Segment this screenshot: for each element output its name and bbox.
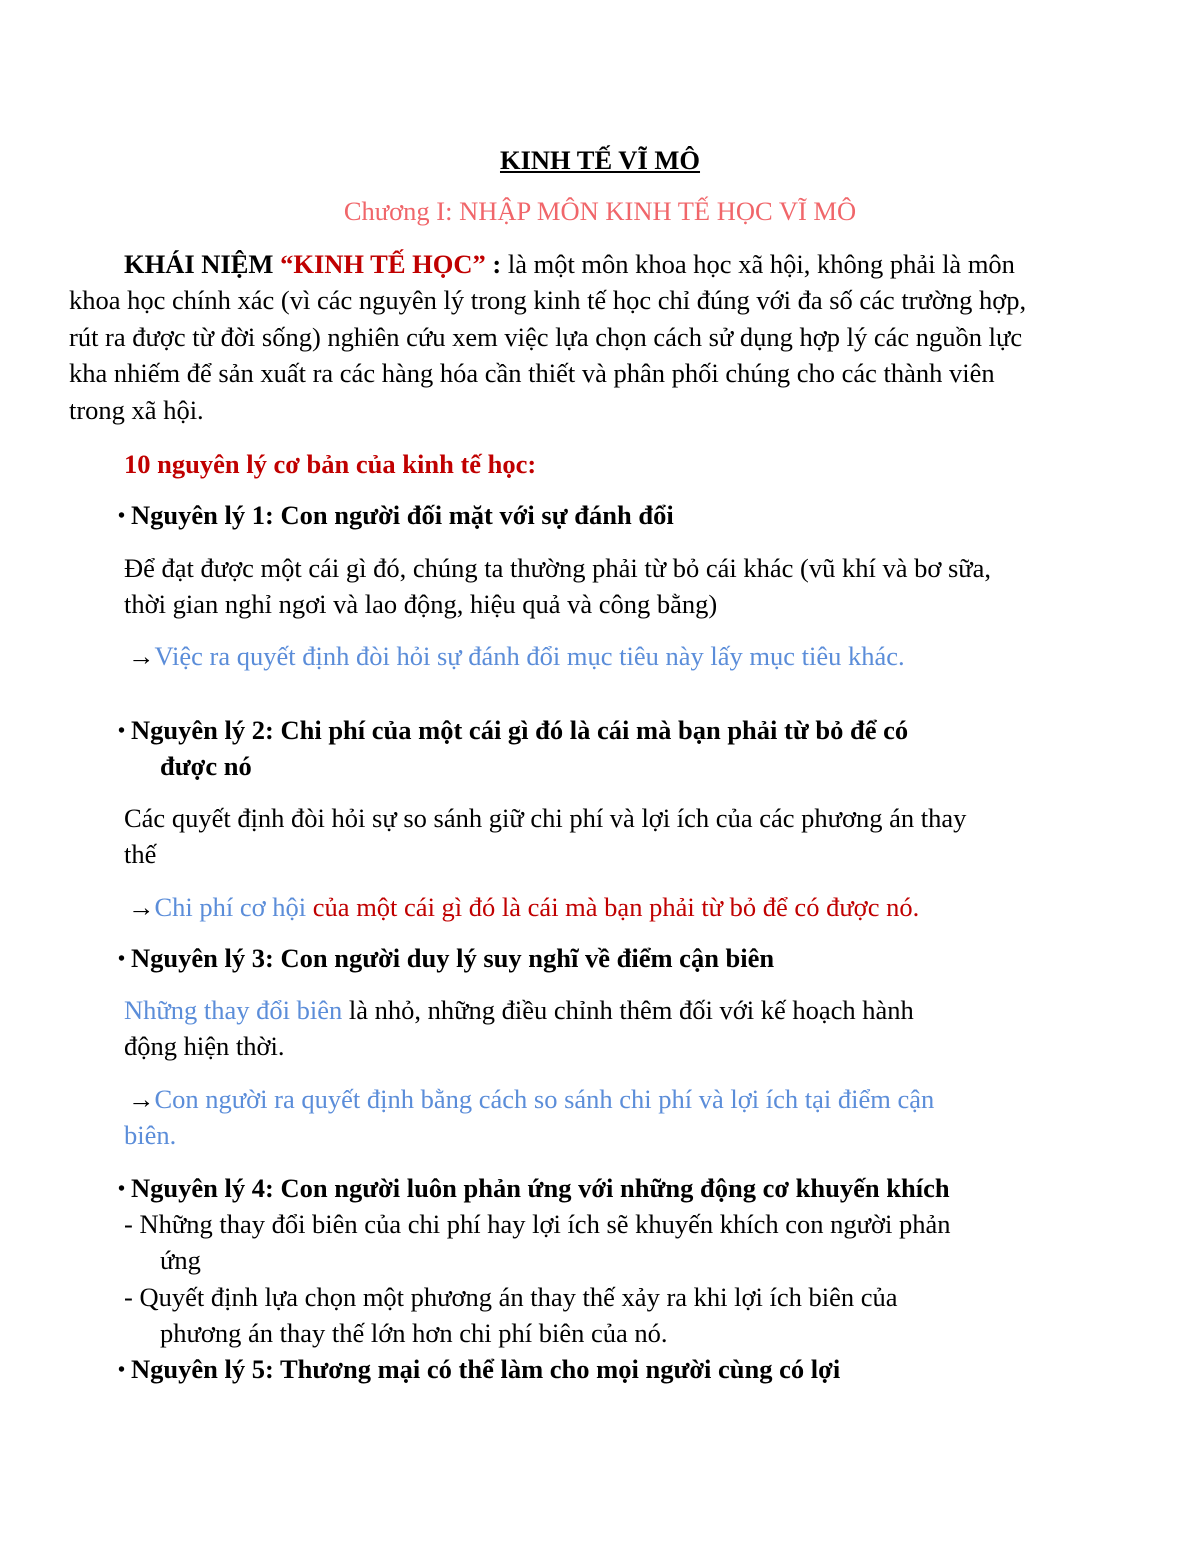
- definition-term: “KINH TẾ HỌC”: [280, 249, 486, 279]
- bullet-icon: •: [118, 505, 126, 527]
- definition-line-5: trong xã hội.: [69, 395, 204, 425]
- principle-2-title: • Nguyên lý 2: Chi phí của một cái gì đó là cái mà bạn phải từ bỏ để có: [118, 715, 909, 745]
- principle-4-title: • Nguyên lý 4: Con người luôn phản ứng với những động cơ khuyến khích: [118, 1173, 950, 1203]
- definition-line-4: kha nhiếm để sản xuất ra các hàng hóa cần thiết và phân phối chúng cho các thành viên: [69, 358, 995, 388]
- principle-2-body-1: Các quyết định đòi hỏi sự so sánh giữ chi phí và lợi ích của các phương án thay: [124, 803, 967, 833]
- principle-3-body-2: động hiện thời.: [124, 1031, 285, 1061]
- definition-line-2: khoa học chính xác (vì các nguyên lý trong kinh tế học chỉ đúng với đa số các trường hợp,: [69, 285, 1027, 315]
- principle-3-conclusion-2: biên.: [124, 1120, 177, 1150]
- arrow-icon: →: [128, 892, 155, 922]
- arrow-icon: →: [128, 1084, 155, 1114]
- principle-1-body-1: Để đạt được một cái gì đó, chúng ta thường phải từ bỏ cái khác (vũ khí và bơ sữa,: [124, 553, 992, 583]
- principle-4-item-2-cont: phương án thay thế lớn hơn chi phí biên của nó.: [160, 1318, 668, 1348]
- principle-2-body-2: thế: [124, 839, 157, 869]
- principle-1-body-2: thời gian nghỉ ngơi và lao động, hiệu quả và công bằng): [124, 589, 718, 619]
- bullet-icon: •: [118, 1359, 126, 1381]
- principle-1-title: • Nguyên lý 1: Con người đối mặt với sự đánh đổi: [118, 500, 674, 530]
- bullet-icon: •: [118, 1178, 126, 1200]
- definition-line-3: rút ra được từ đời sống) nghiên cứu xem việc lựa chọn cách sử dụng hợp lý các nguồn lực: [69, 322, 1023, 352]
- principle-3-conclusion-1: →Con người ra quyết định bằng cách so sánh chi phí và lợi ích tại điểm cận: [128, 1084, 935, 1114]
- chapter-heading: Chương I: NHẬP MÔN KINH TẾ HỌC VĨ MÔ: [343, 196, 857, 226]
- definition-colon: :: [485, 249, 502, 279]
- principle-1-conclusion: →Việc ra quyết định đòi hỏi sự đánh đổi mục tiêu này lấy mục tiêu khác.: [128, 641, 905, 671]
- principle-4-item-1: - Những thay đổi biên của chi phí hay lợi ích sẽ khuyến khích con người phản: [124, 1209, 951, 1239]
- bullet-icon: •: [118, 948, 126, 970]
- principle-5-title: • Nguyên lý 5: Thương mại có thể làm cho mọi người cùng có lợi: [118, 1354, 841, 1384]
- principles-heading: 10 nguyên lý cơ bản của kinh tế học:: [124, 449, 537, 479]
- principle-3-body-1: Những thay đổi biên là nhỏ, những điều chỉnh thêm đối với kế hoạch hành: [124, 995, 914, 1025]
- principle-2-title-cont: được nó: [160, 751, 252, 781]
- principle-3-title: • Nguyên lý 3: Con người duy lý suy nghĩ về điểm cận biên: [118, 943, 775, 973]
- definition-line-1: [124, 246, 1015, 282]
- definition-label: KHÁI NIỆM: [124, 249, 281, 279]
- bullet-icon: •: [118, 720, 126, 742]
- principle-4-item-2: - Quyết định lựa chọn một phương án thay thế xảy ra khi lợi ích biên của: [124, 1282, 898, 1312]
- arrow-icon: →: [128, 641, 155, 671]
- document-title: KINH TẾ VĨ MÔ: [499, 145, 701, 175]
- definition-text: là một môn khoa học xã hội, không phải là môn: [501, 249, 1015, 279]
- principle-4-item-1-cont: ứng: [160, 1245, 201, 1275]
- principle-2-conclusion: →Chi phí cơ hội của một cái gì đó là cái mà bạn phải từ bỏ để có được nó.: [128, 892, 920, 922]
